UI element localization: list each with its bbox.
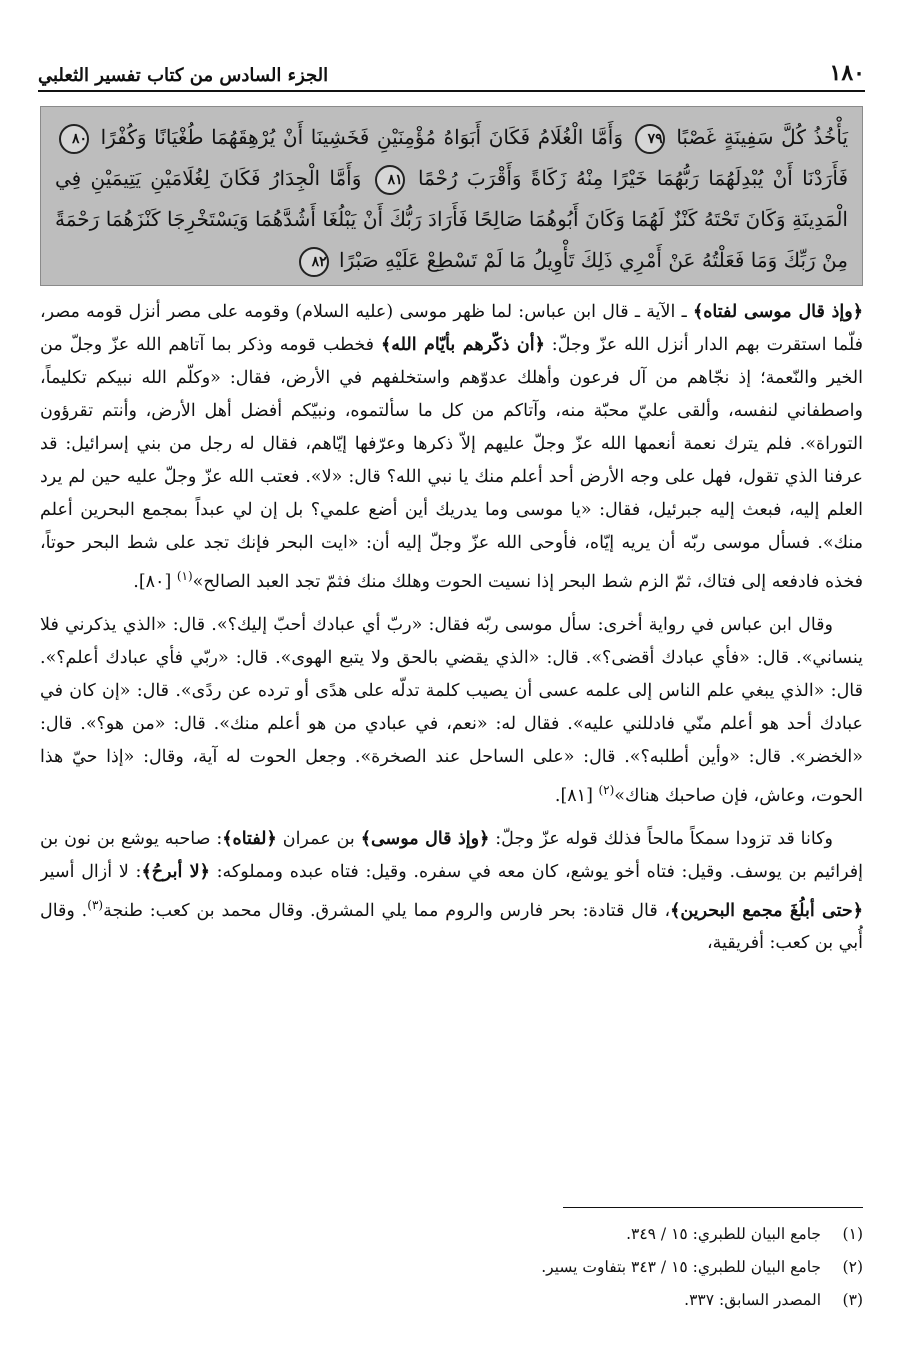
quran-quote: ﴿لا أبرحُ﴾ — [141, 861, 210, 882]
footnote-text: جامع البيان للطبري: ١٥ / ٣٤٣ بتفاوت يسير. — [541, 1258, 821, 1276]
commentary-text: [٨٠]. — [133, 571, 177, 592]
footnote — [40, 1251, 863, 1284]
footnote — [40, 1284, 863, 1317]
commentary-text: : صاحبه يوشع بن نون بن إفرائيم بن يوسف. وقيل: فتاه أخو يوشع، كان معه في سفره. وقيل: فتاه عبده ومملوكه: — [40, 828, 863, 882]
commentary-text: [٨١]. — [554, 785, 599, 806]
commentary-paragraph — [40, 823, 863, 961]
page-number: ١٨٠ — [829, 60, 865, 86]
commentary-text: . وقال أُبي بن كعب: أفريقية، — [40, 900, 863, 954]
verse-text: يَأْخُذُ كُلَّ سَفِينَةٍ غَصْبًا — [676, 125, 849, 149]
verse-text: وَأَمَّا الْجِدَارُ فَكَانَ لِغُلَامَيْنِ يَتِيمَيْنِ فِي الْمَدِينَةِ وَكَانَ تَحْتَهُ كَنْزٌ لَهُمَا وَكَانَ أَبُوهُمَا صَالِحًا فَأَرَادَ رَبُّكَ أَنْ يَبْلُغَا أَشُدَّهُمَا وَيَسْتَخْرِجَا كَنْزَهُمَا رَحْمَةً مِنْ رَبِّكَ وَمَا فَعَلْتُهُ عَنْ أَمْرِي ذَلِكَ تَأْوِيلُ مَا لَمْ تَسْطِعْ عَلَيْهِ صَبْرًا — [55, 166, 848, 272]
verse-text: وَأَمَّا الْغُلَامُ فَكَانَ أَبَوَاهُ مُؤْمِنَيْنِ فَخَشِينَا أَنْ يُرْهِقَهُمَا طُغْيَانًا وَكُفْرًا — [100, 125, 624, 149]
ayah-number-marker: ٧٩ — [635, 124, 665, 154]
footnote-number: (٣) — [842, 1291, 863, 1309]
commentary-paragraph — [40, 296, 863, 599]
page-header — [38, 56, 865, 92]
footnote — [40, 1218, 863, 1251]
commentary-text: : لا أزال أسير — [40, 861, 142, 882]
quran-quote: ﴿حتى أبلُغَ مجمع البحرين﴾ — [670, 900, 863, 921]
commentary-text: وقال ابن عباس في رواية أخرى: سأل موسى ربّه فقال: «ربّ أي عبادك أحبّ إليك؟». قال: «الذي يذكرني فلا ينساني». قال: «فأي عبادك أقضى؟». قال: «الذي يقضي بالحق ولا يتبع الهوى». قال: «ربّي فأي عبادك أعلم؟». قال: «الذي يبغي علم الناس إلى علمه عسى أن يصيب كلمة تدلّه على هدًى أو ترده عن ردًى». قال: «إن كان في عبادك أحد هو أعلم منّي فادللني عليه». فقال له: «نعم، في عبادي من هو أعلم منك». قال: «من هو؟». قال: «الخضر». قال: «وأين أطلبه؟». قال: «على الساحل عند الصخرة». وجعل الحوت له آية، وقال: «إذا حيّ هذا الحوت، وعاش، فإن صاحبك هناك» — [40, 614, 863, 806]
commentary-paragraph — [40, 609, 863, 813]
footnote-number: (١) — [842, 1225, 863, 1243]
footnote-reference: (٢) — [598, 782, 615, 797]
quran-quote: ﴿وإذ قال موسى لفتاه﴾ — [692, 302, 863, 322]
quran-quote: ﴿لفتاه﴾ — [222, 828, 277, 849]
running-title: الجزء السادس من كتاب تفسير الثعلبي — [38, 65, 329, 86]
commentary-text: بن عمران — [276, 828, 361, 849]
commentary-text: ، قال قتادة: بحر فارس والروم مما يلي المشرق. وقال محمد بن كعب: طنجة — [103, 900, 671, 921]
footnote-reference: (٣) — [87, 897, 104, 912]
commentary-text: فخطب قومه وذكر بما آتاهم الله عزّ وجلّ من الخير والنّعمة؛ إذ نجّاهم من آل فرعون وأهلك عدوّهم واستخلفهم في الأرض، فقال: «وكلّم الله نبيكم تكليماً، واصطفاني لنفسه، وألقى عليّ محبّة منه، وآتاكم من كل ما سألتموه، ونبيّكم أفضل أهل الأرض، وأنتم تقرؤون التوراة». فلم يترك نعمة أنعمها الله عزّ وجلّ عليهم إلاّ ذكرها وعرّفها إيّاهم، فقال له رجل من بني إسرائيل: قد عرفنا الذي تقول، فهل على وجه الأرض أحد أعلم منك يا نبي الله؟ قال: «لا». فعتب الله عزّ وجلّ عليه حين لم يرد العلم إليه، فبعث إليه جبرئيل، فقال: «يا موسى وما يدريك أين أضع علمي؟ بل إن لي عبداً بمجمع البحرين أعلم منك». فسأل موسى ربّه أن يريه إيّاه، فأوحى الله عزّ وجلّ إليه أن: «ايت البحر فإنك تجد على شط البحر حوتاً، فخذه فادفعه إلى فتاك، ثمّ الزم شط البحر إذا نسيت الحوت وهلك منك فثمّ تجد العبد الصالح» — [40, 335, 863, 592]
commentary-text: ـ الآية ـ قال ابن عباس: لما ظهر موسى (عليه السلام) وقومه على مصر أنزل قومه مصر، فلّما استقرت بهم الدار أنزل الله عزّ وجلّ: — [40, 302, 863, 355]
quran-verses-box — [40, 106, 863, 286]
commentary-body — [40, 296, 863, 1206]
quran-quote: ﴿وإذ قال موسى﴾ — [360, 828, 490, 849]
ayah-number-marker: ٨٠ — [59, 124, 89, 154]
footnote-reference: (١) — [176, 569, 193, 583]
ayah-number-marker: ٨٢ — [299, 247, 329, 277]
footnote-divider — [563, 1207, 863, 1208]
footnote-text: المصدر السابق: ٣٣٧. — [684, 1291, 821, 1309]
ayah-number-marker: ٨١ — [375, 165, 405, 195]
verse-text: فَأَرَدْنَا أَنْ يُبْدِلَهُمَا رَبُّهُمَا خَيْرًا مِنْهُ زَكَاةً وَأَقْرَبَ رُحْمًا — [417, 166, 848, 190]
footnotes — [40, 1218, 863, 1317]
footnote-number: (٢) — [842, 1258, 863, 1276]
quran-quote: ﴿أن ذكّرهم بأيّام الله﴾ — [380, 335, 545, 355]
footnote-text: جامع البيان للطبري: ١٥ / ٣٤٩. — [626, 1225, 821, 1243]
commentary-text: وكانا قد تزودا سمكاً مالحاً فذلك قوله عزّ وجلّ: — [489, 828, 833, 849]
